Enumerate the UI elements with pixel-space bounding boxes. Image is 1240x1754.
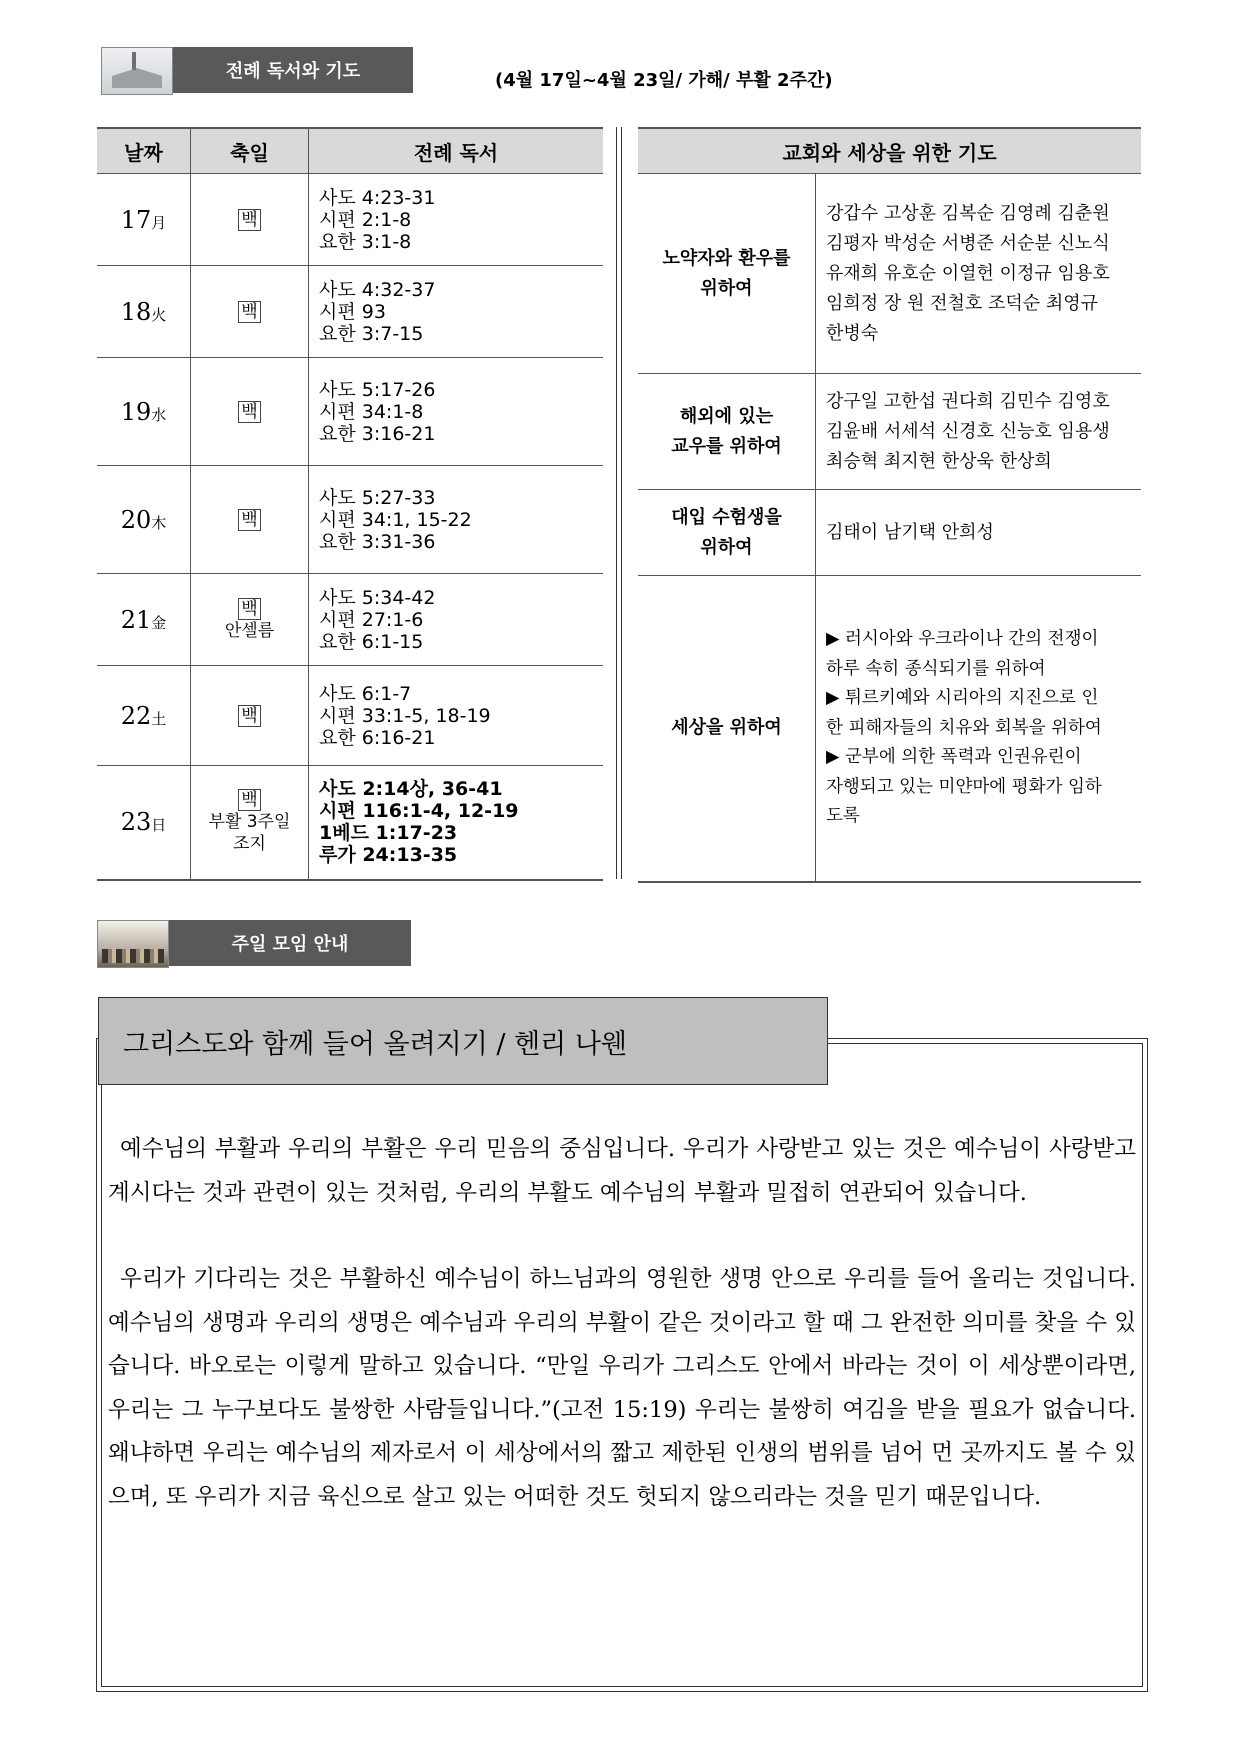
prayer-line: 강구일 고한섭 권다희 김민수 김영호 [826,390,1110,412]
category-line: 세상을 위하여 [671,717,782,739]
prayer-line: ▶ 튀르키예와 시리아의 지진으로 인 [826,688,1099,708]
readings-cell [309,766,604,880]
day-of-week: 日 [151,816,167,835]
reading-reference: 사도 5:17-26 [319,378,436,401]
reading-reference: 사도 5:27-33 [319,486,436,509]
prayer-line: 유재희 유호순 이열헌 이정규 임용호 [826,262,1110,284]
day-of-week: 木 [151,513,167,532]
reading-reference: 시편 116:1-4, 12-19 [319,800,519,823]
prayer-row [638,174,1141,374]
reflection-paragraph: 예수님의 부활과 우리의 부활은 우리 믿음의 중심입니다. 우리가 사랑받고 있는 것은 예수님이 사랑받고 계시다는 것과 관련이 있는 것처럼, 우리의 부활도 예수님의 부활과 밀접히 연관되어 있습니다. [108,1136,1136,1206]
col-readings: 전례 독서 [309,128,604,174]
reading-reference: 요한 6:16-21 [319,726,436,749]
day-number: 18 [120,297,152,326]
reading-reference: 요한 3:1-8 [319,230,412,253]
readings-cell [309,174,604,266]
date-cell [97,766,191,880]
day-number: 22 [120,701,152,730]
prayer-table [638,127,1141,883]
reading-reference: 시편 33:1-5, 18-19 [319,704,491,727]
prayer-row [638,576,1141,882]
feast-cell [191,266,309,358]
feast-cell [191,574,309,666]
reading-reference: 요한 3:7-15 [319,322,424,345]
column-divider [616,127,622,879]
reading-reference: 사도 2:14상, 36-41 [319,778,503,801]
reading-reference: 사도 4:23-31 [319,186,436,209]
prayer-line: ▶ 군부에 의한 폭력과 인권유린이 [826,747,1082,767]
reading-reference: 시편 34:1-8 [319,400,424,423]
date-cell [97,666,191,766]
world-intentions [816,576,1142,882]
readings-cell [309,466,604,574]
reading-row [97,766,603,880]
reading-reference: 시편 2:1-8 [319,208,412,231]
liturgical-color-badge: 백 [238,301,260,323]
prayer-line: 강갑수 고상훈 김복순 김영례 김춘원 [826,202,1110,224]
date-cell [97,358,191,466]
prayer-line: 도록 [826,806,860,826]
prayer-line: 임희정 장 원 전철호 조덕순 최영규 [826,292,1099,314]
reflection-paragraph: 우리가 기다리는 것은 부활하신 예수님이 하느님과의 영원한 생명 안으로 우리를 들어 올리는 것입니다. 예수님의 생명과 우리의 생명은 예수님과 우리의 부활이 같은 것이라고 할 때 그 완전한 의미를 찾을 수 있습니다. 바오로는 이렇게 말하고 있습니다. “만일 우리가 그리스도 안에서 바라는 것이 이 세상뿐이라면, 우리는 그 누구보다도 불쌍한 사람들입니다.”(고전 15:19) 우리는 불쌍히 여김을 받을 필요가 없습니다. 왜냐하면 우리는 예수님의 제자로서 이 세상에서의 짧고 제한된 인생의 범위를 넘어 먼 곳까지도 볼 수 있으며, 또 우리가 지금 육신으로 살고 있는 어떠한 것도 헛되지 않으리라는 것을 믿기 때문입니다. [108,1266,1136,1510]
readings-cell [309,266,604,358]
section-header-gathering [97,920,411,966]
feast-cell [191,466,309,574]
day-number: 21 [120,605,152,634]
prayer-line: 하루 속히 종식되기를 위하여 [826,658,1046,679]
liturgical-color-badge: 백 [238,209,260,231]
category-line: 대입 수험생을 [671,506,782,528]
day-number: 17 [120,205,152,234]
date-cell [97,466,191,574]
day-of-week: 火 [151,305,167,324]
section-header-liturgy [101,47,413,93]
prayer-line: 한 피해자들의 치유와 회복을 위하여 [826,717,1102,738]
col-feast: 축일 [191,128,309,174]
prayer-line: 자행되고 있는 미얀마에 평화가 임하 [826,776,1102,797]
day-number: 19 [120,397,152,426]
prayer-names [816,490,1142,576]
reading-reference: 사도 4:32-37 [319,278,436,301]
prayer-category [638,490,816,576]
liturgical-color-badge: 백 [238,705,260,727]
date-cell [97,174,191,266]
prayer-row [638,490,1141,576]
feast-cell [191,666,309,766]
liturgical-color-badge: 백 [238,401,260,423]
day-of-week: 金 [151,613,167,632]
section-title-gathering: 주일 모임 안내 [169,920,411,966]
readings-cell [309,666,604,766]
prayer-category [638,174,816,374]
feast-cell [191,174,309,266]
feast-name: 조지 [233,834,266,855]
prayer-row [638,374,1141,490]
prayer-line: ▶ 러시아와 우크라이나 간의 전쟁이 [826,629,1099,649]
reading-row [97,266,603,358]
reading-reference: 요한 6:1-15 [319,630,424,653]
prayer-category [638,576,816,882]
reading-reference: 루가 24:13-35 [319,844,458,867]
reading-reference: 시편 93 [319,300,386,323]
reading-reference: 시편 34:1, 15-22 [319,508,472,531]
prayer-line: 김태이 남기택 안희성 [826,521,994,543]
readings-cell [309,574,604,666]
date-range: (4월 17일~4월 23일/ 가해/ 부활 2주간) [495,70,833,91]
feast-cell [191,766,309,880]
day-number: 23 [120,808,152,837]
readings-table [97,127,603,881]
reading-reference: 시편 27:1-6 [319,608,424,631]
date-cell [97,266,191,358]
category-line: 해외에 있는 [679,405,774,427]
feast-cell [191,358,309,466]
liturgical-color-badge: 백 [238,598,260,620]
feast-name: 안셀름 [224,620,275,641]
reflection-title: 그리스도와 함께 들어 올려지기 / 헨리 나웬 [98,997,828,1085]
date-cell [97,574,191,666]
category-line: 위하여 [700,277,753,299]
reading-row [97,666,603,766]
reading-reference: 사도 5:34-42 [319,586,436,609]
reading-row [97,574,603,666]
col-prayer: 교회와 세상을 위한 기도 [638,128,1141,174]
reading-row [97,358,603,466]
prayer-line: 김윤배 서세석 신경호 신능호 임용생 [826,420,1110,442]
liturgical-color-badge: 백 [238,509,260,531]
day-of-week: 土 [151,709,167,728]
section-title-liturgy: 전례 독서와 기도 [173,47,413,93]
reading-reference: 요한 3:31-36 [319,530,436,553]
readings-cell [309,358,604,466]
liturgical-color-badge: 백 [238,789,260,811]
category-line: 위하여 [700,536,753,558]
prayer-category [638,374,816,490]
category-line: 노약자와 환우를 [662,247,791,269]
church-thumbnail [101,47,173,95]
prayer-line: 최승혁 최지현 한상욱 한상희 [826,450,1052,472]
prayer-names [816,374,1142,490]
day-of-week: 月 [151,213,167,232]
day-of-week: 水 [151,405,167,424]
prayer-line: 한병숙 [826,322,879,344]
reading-reference: 요한 3:16-21 [319,422,436,445]
reading-row [97,466,603,574]
gathering-photo [97,920,169,968]
reading-reference: 사도 6:1-7 [319,682,412,705]
col-date: 날짜 [97,128,191,174]
prayer-names [816,174,1142,374]
category-line: 교우를 위하여 [671,435,782,457]
prayer-line: 김평자 박성순 서병준 서순분 신노식 [826,232,1110,254]
day-number: 20 [120,505,152,534]
reflection-body [108,1128,1136,1562]
reading-row [97,174,603,266]
feast-name: 부활 3주일 [208,812,291,833]
reading-reference: 1베드 1:17-23 [319,822,458,845]
